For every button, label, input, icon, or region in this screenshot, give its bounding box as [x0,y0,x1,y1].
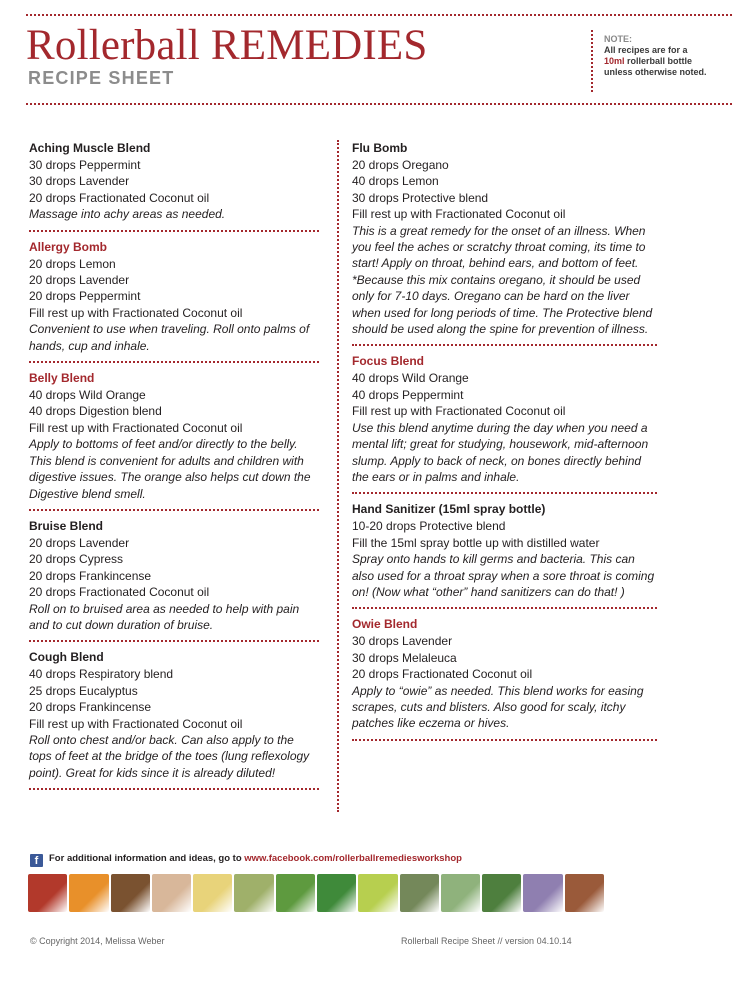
ingredient-line: 20 drops Peppermint [29,289,141,304]
ingredient-line: 30 drops Peppermint [29,158,141,172]
recipe-block [29,370,319,502]
usage-note: Spray onto hands to kill germs and bacteria. This can also used for a throat spray when a sore throat is coming on! (Now what “other” hand sanitizers can do that! ) [352,552,655,599]
recipe-block [352,353,657,485]
facebook-text: For additional information and ideas, go to [49,853,245,864]
ingredient-line: 20 drops Frankincense [29,568,152,583]
ingredient-line: 20 drops Lavender [29,535,130,550]
recipe-separator [29,640,319,642]
facebook-link[interactable]: www.facebook.com/rollerballremediesworkshop [244,853,462,864]
ingredient-line: 20 drops Cypress [29,552,124,567]
usage-note: Massage into achy areas as needed. [29,207,226,222]
ingredient-line: Fill rest up with Fractionated Coconut oil [29,305,243,320]
ingredient-line: 10-20 drops Protective blend [352,519,506,534]
usage-note: Roll on to bruised area as needed to help with pain and to cut down duration of bruise. [29,601,300,632]
note-label: NOTE: [604,34,632,44]
recipe-block [29,518,319,633]
recipe-title: Owie Blend [352,617,418,632]
recipe-block [352,140,657,337]
left-column [29,138,319,797]
ingredient-line: 25 drops Eucalyptus [29,683,138,698]
ingredient-photo [111,874,150,912]
usage-note: Apply to bottoms of feet and/or directly to the belly. This blend is convenient for adults and children with digestive issues. The orange also helps cut down the Digestive blend smell. [29,437,311,501]
ingredient-line: Fill rest up with Fractionated Coconut oil [352,207,566,222]
note-line-1: All recipes are for a [604,45,688,55]
ingredient-image-strip [28,874,604,912]
note-highlight: 10ml [604,56,625,66]
recipe-title: Flu Bomb [352,141,408,155]
ingredient-line: 30 drops Protective blend [352,190,489,205]
recipe-separator [352,492,657,494]
ingredient-photo [441,874,480,912]
recipe-title: Belly Blend [29,371,95,386]
copyright-text: © Copyright 2014, Melissa Weber [30,936,165,946]
usage-note: This is a great remedy for the onset of an illness. When you feel the aches or scratchy throat coming, its time to start! Apply on throat, behind ears, and bottom of feet. *Because this mix contains oregano, it should be used only for 7-10 days. Oregano can be hard on the liver when used for long periods of time. The Protective blend should be used along the spine for prevention of illness. [352,223,653,337]
ingredient-line: 30 drops Melaleuca [352,650,457,665]
recipe-title: Allergy Bomb [29,239,108,254]
ingredient-line: Fill rest up with Fractionated Coconut oil [352,404,566,419]
ingredient-line: 30 drops Lavender [29,174,130,189]
facebook-icon[interactable]: f [30,854,43,867]
header-bottom-border [26,103,732,105]
recipe-title: Hand Sanitizer (15ml spray bottle) [352,502,546,517]
ingredient-line: 20 drops Lemon [29,256,116,271]
ingredient-line: 40 drops Lemon [352,174,439,189]
note-line-3: unless otherwise noted. [604,67,707,77]
ingredient-line: Fill the 15ml spray bottle up with distilled water [352,535,600,550]
note-divider [591,30,593,92]
recipe-title: Focus Blend [352,354,425,369]
ingredient-line: 40 drops Peppermint [352,387,464,402]
ingredient-photo [276,874,315,912]
ingredient-photo [523,874,562,912]
recipe-separator [29,230,319,232]
note-box [604,34,734,78]
recipe-separator [352,607,657,609]
recipe-block [29,140,319,223]
ingredient-photo [317,874,356,912]
ingredient-line: 20 drops Lavender [29,273,130,288]
top-border [26,14,732,16]
usage-note: Convenient to use when traveling. Roll onto palms of hands, cup and inhale. [29,322,310,353]
ingredient-line: 40 drops Wild Orange [352,371,469,386]
ingredient-photo [234,874,273,912]
ingredient-photo [69,874,108,912]
ingredient-photo [565,874,604,912]
recipe-separator [29,361,319,363]
recipe-separator [352,739,657,741]
note-line-2 [604,56,734,67]
note-line-2-text: rollerball bottle [624,56,693,66]
ingredient-line: 20 drops Oregano [352,158,449,172]
ingredient-line: 20 drops Frankincense [29,700,152,715]
ingredient-photo [482,874,521,912]
ingredient-line: 30 drops Lavender [352,634,453,649]
recipe-separator [352,344,657,346]
ingredient-line: 20 drops Fractionated Coconut oil [352,667,533,682]
recipe-block [29,239,319,354]
version-text: Rollerball Recipe Sheet // version 04.10.14 [401,936,572,946]
facebook-row [30,853,462,867]
ingredient-line: 20 drops Fractionated Coconut oil [29,585,210,600]
recipe-title: Cough Blend [29,650,104,665]
ingredient-line: 40 drops Digestion blend [29,404,162,419]
ingredient-photo [152,874,191,912]
page-title: Rollerball REMEDIES [26,22,428,69]
recipe-title: Aching Muscle Blend [29,141,151,155]
recipe-title: Bruise Blend [29,518,104,533]
ingredient-line: 40 drops Respiratory blend [29,667,174,682]
column-divider [337,140,339,812]
recipe-block [352,616,657,731]
ingredient-line: Fill rest up with Fractionated Coconut oil [29,420,243,435]
usage-note: Use this blend anytime during the day when you need a mental lift; great for studying, housework, mid-afternoon slump. Apply to back of neck, on bones directly behind the ears or in palms and inhale. [352,420,649,484]
ingredient-photo [358,874,397,912]
usage-note: Apply to “owie” as needed. This blend works for easing scrapes, cuts and blisters. Also good for scaly, itchy patches like eczema or hives. [352,683,644,731]
ingredient-photo [193,874,232,912]
ingredient-line: 40 drops Wild Orange [29,388,146,403]
recipe-block [352,501,657,600]
right-column [352,138,657,748]
ingredient-photo [28,874,67,912]
recipe-separator [29,788,319,790]
page-subtitle: RECIPE SHEET [28,68,175,88]
ingredient-line: 20 drops Fractionated Coconut oil [29,190,210,205]
ingredient-photo [400,874,439,912]
usage-note: Roll onto chest and/or back. Can also apply to the tops of feet at the bridge of the toes (lung reflexology point). Great for kids since it is already diluted! [29,732,310,780]
recipe-block [29,649,319,781]
ingredient-line: Fill rest up with Fractionated Coconut oil [29,716,243,731]
recipe-separator [29,509,319,511]
